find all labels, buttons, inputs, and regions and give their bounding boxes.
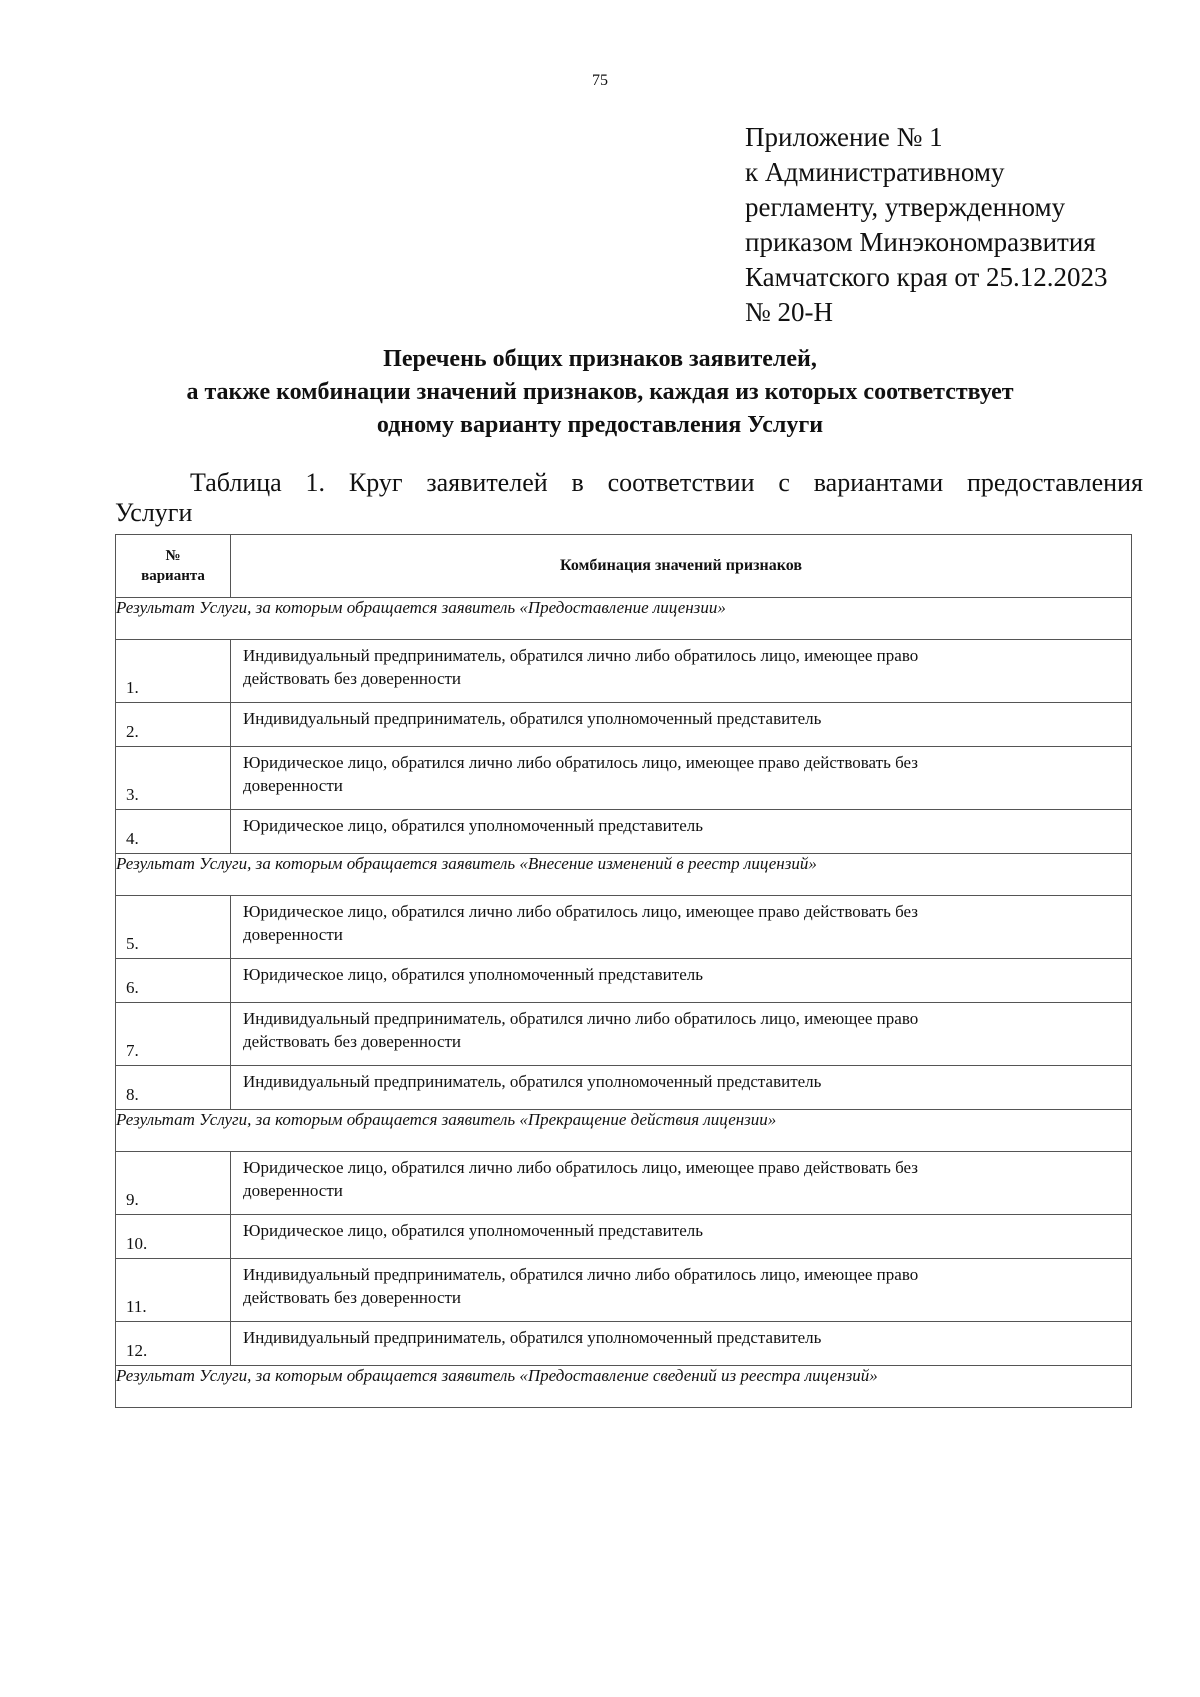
- caption-line-1: [115, 468, 1143, 498]
- combination-line: Юридическое лицо, обратился уполномоченный представитель: [243, 816, 703, 835]
- variant-number: 12.: [116, 1322, 231, 1366]
- caption-word: Круг: [348, 468, 403, 497]
- caption-word: Таблица: [190, 468, 282, 497]
- combination-line: действовать без доверенности: [243, 1032, 462, 1051]
- combination-line: доверенности: [243, 925, 343, 944]
- variant-number: 5.: [116, 896, 231, 959]
- caption-word: вариантами: [813, 468, 944, 497]
- table-row: [116, 959, 1132, 1003]
- header-num-sign: №: [165, 548, 181, 564]
- variant-number: 4.: [116, 810, 231, 854]
- variant-combination: [231, 896, 1132, 959]
- table-row: [116, 1215, 1132, 1259]
- document-title: [60, 343, 1140, 442]
- header-num-label: варианта: [141, 568, 205, 584]
- combination-line: Юридическое лицо, обратился лично либо обратилось лицо, имеющее право действовать без: [243, 1158, 918, 1177]
- table-row: [116, 747, 1132, 810]
- table-row: [116, 640, 1132, 703]
- variant-number: 7.: [116, 1003, 231, 1066]
- combination-line: Индивидуальный предприниматель, обратился уполномоченный представитель: [243, 1328, 822, 1347]
- appendix-line: Приложение № 1: [745, 122, 943, 152]
- appendix-line: Камчатского края от 25.12.2023: [745, 262, 1108, 292]
- caption-word: соответствии: [607, 468, 755, 497]
- combination-line: Юридическое лицо, обратился лично либо обратилось лицо, имеющее право действовать без: [243, 753, 918, 772]
- caption-word: 1.: [305, 468, 326, 497]
- variant-combination: [231, 1259, 1132, 1322]
- variant-number: 2.: [116, 703, 231, 747]
- variant-combination: [231, 1322, 1132, 1366]
- variant-combination: [231, 810, 1132, 854]
- table-header-row: [116, 535, 1132, 598]
- caption-line-2: Услуги: [115, 498, 193, 527]
- appendix-line: к Административному: [745, 157, 1005, 187]
- combination-line: доверенности: [243, 1181, 343, 1200]
- title-line: одному варианту предоставления Услуги: [376, 412, 824, 438]
- combination-line: Индивидуальный предприниматель, обратился лично либо обратилось лицо, имеющее право: [243, 1265, 919, 1284]
- group-row: [116, 1366, 1132, 1408]
- table-row: [116, 810, 1132, 854]
- group-title: Результат Услуги, за которым обращается заявитель «Прекращение действия лицензии»: [116, 1110, 1132, 1152]
- variant-number: 11.: [116, 1259, 231, 1322]
- table-row: [116, 896, 1132, 959]
- group-row: [116, 1110, 1132, 1152]
- group-row: [116, 854, 1132, 896]
- appendix-line: приказом Минэкономразвития: [745, 227, 1096, 257]
- table-row: [116, 1152, 1132, 1215]
- header-combination: Комбинация значений признаков: [231, 535, 1132, 598]
- caption-word: с: [778, 468, 790, 497]
- title-line: Перечень общих признаков заявителей,: [383, 346, 817, 372]
- combination-line: Индивидуальный предприниматель, обратился лично либо обратилось лицо, имеющее право: [243, 646, 919, 665]
- variant-combination: [231, 640, 1132, 703]
- table-row: [116, 1003, 1132, 1066]
- combination-line: Индивидуальный предприниматель, обратился уполномоченный представитель: [243, 709, 822, 728]
- variant-number: 6.: [116, 959, 231, 1003]
- combination-line: Индивидуальный предприниматель, обратился уполномоченный представитель: [243, 1072, 822, 1091]
- variant-number: 10.: [116, 1215, 231, 1259]
- caption-word: заявителей: [426, 468, 548, 497]
- variants-table: [115, 534, 1132, 1408]
- variant-number: 3.: [116, 747, 231, 810]
- appendix-line: № 20-Н: [745, 297, 834, 327]
- appendix-block: [745, 120, 1165, 330]
- table-caption: [115, 468, 1143, 528]
- variant-number: 8.: [116, 1066, 231, 1110]
- table-row: [116, 703, 1132, 747]
- combination-line: Индивидуальный предприниматель, обратился лично либо обратилось лицо, имеющее право: [243, 1009, 919, 1028]
- variant-combination: [231, 1152, 1132, 1215]
- appendix-line: регламенту, утвержденному: [745, 192, 1066, 222]
- table-row: [116, 1066, 1132, 1110]
- variant-combination: [231, 959, 1132, 1003]
- group-title: Результат Услуги, за которым обращается заявитель «Внесение изменений в реестр лицензий»: [116, 854, 1132, 896]
- title-line: а также комбинации значений признаков, каждая из которых соответствует: [186, 379, 1014, 405]
- group-title: Результат Услуги, за которым обращается заявитель «Предоставление лицензии»: [116, 598, 1132, 640]
- variant-number: 1.: [116, 640, 231, 703]
- variant-combination: [231, 1003, 1132, 1066]
- combination-line: действовать без доверенности: [243, 1288, 462, 1307]
- combination-line: Юридическое лицо, обратился лично либо обратилось лицо, имеющее право действовать без: [243, 902, 918, 921]
- variant-combination: [231, 703, 1132, 747]
- variant-number: 9.: [116, 1152, 231, 1215]
- group-title: Результат Услуги, за которым обращается заявитель «Предоставление сведений из реестра лицензий»: [116, 1366, 1132, 1408]
- page-number: 75: [592, 72, 608, 89]
- caption-word: в: [571, 468, 584, 497]
- variant-combination: [231, 1066, 1132, 1110]
- table-row: [116, 1322, 1132, 1366]
- combination-line: Юридическое лицо, обратился уполномоченный представитель: [243, 1221, 703, 1240]
- combination-line: доверенности: [243, 776, 343, 795]
- table-row: [116, 1259, 1132, 1322]
- combination-line: Юридическое лицо, обратился уполномоченный представитель: [243, 965, 703, 984]
- header-variant-number: [116, 535, 231, 598]
- variant-combination: [231, 747, 1132, 810]
- caption-word: предоставления: [966, 468, 1143, 497]
- variant-combination: [231, 1215, 1132, 1259]
- group-row: [116, 598, 1132, 640]
- combination-line: действовать без доверенности: [243, 669, 462, 688]
